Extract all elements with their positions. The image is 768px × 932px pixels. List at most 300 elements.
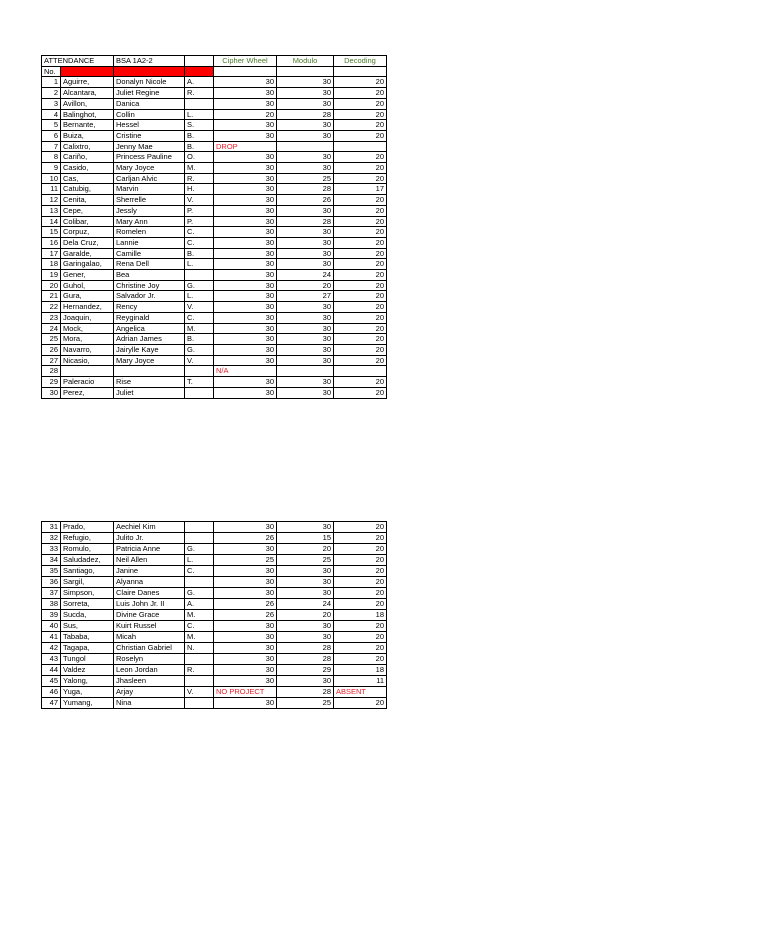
- decoding-score: 20: [334, 270, 387, 281]
- last-name-cell: Aguirre,: [61, 77, 114, 88]
- modulo-score: 28: [277, 654, 334, 665]
- first-name-cell: Reyginald: [114, 312, 185, 323]
- middle-initial-cell: B.: [185, 141, 214, 152]
- middle-initial-cell: [185, 577, 214, 588]
- last-name-cell: Catubig,: [61, 184, 114, 195]
- row-number: 38: [42, 599, 61, 610]
- cipher-wheel-score: 30: [214, 344, 277, 355]
- student-row: [42, 599, 387, 610]
- last-name-cell: Santiago,: [61, 566, 114, 577]
- modulo-score: 30: [277, 163, 334, 174]
- cipher-wheel-score: 30: [214, 195, 277, 206]
- row-number: 33: [42, 544, 61, 555]
- student-row: [42, 77, 387, 88]
- row-number: 20: [42, 280, 61, 291]
- section-label: BSA 1A2-2: [114, 56, 185, 67]
- last-name-cell: Tababa,: [61, 632, 114, 643]
- middle-initial-cell: A.: [185, 77, 214, 88]
- modulo-score: 28: [277, 109, 334, 120]
- row-number: 45: [42, 676, 61, 687]
- first-name-cell: Hessel: [114, 120, 185, 131]
- last-name-cell: [61, 366, 114, 377]
- last-name-cell: Yalong,: [61, 676, 114, 687]
- cipher-wheel-score: 30: [214, 163, 277, 174]
- cipher-wheel-score: 26: [214, 599, 277, 610]
- last-name-cell: Bernante,: [61, 120, 114, 131]
- decoding-score: 20: [334, 77, 387, 88]
- row-number: 17: [42, 248, 61, 259]
- cipher-wheel-score: 30: [214, 98, 277, 109]
- last-name-cell: Cas,: [61, 173, 114, 184]
- middle-initial-cell: [185, 387, 214, 398]
- student-row: [42, 227, 387, 238]
- row-number: 44: [42, 665, 61, 676]
- last-name-cell: Joaquin,: [61, 312, 114, 323]
- cipher-wheel-score: 30: [214, 377, 277, 388]
- decoding-score: 18: [334, 665, 387, 676]
- last-name-cell: Balinghot,: [61, 109, 114, 120]
- modulo-score: 30: [277, 377, 334, 388]
- table-body-1: [42, 56, 387, 399]
- student-row: [42, 237, 387, 248]
- decoding-score: 17: [334, 184, 387, 195]
- first-name-cell: Roselyn: [114, 654, 185, 665]
- middle-initial-cell: V.: [185, 195, 214, 206]
- row-number: 39: [42, 610, 61, 621]
- student-row: [42, 291, 387, 302]
- first-name-cell: Marvin: [114, 184, 185, 195]
- first-name-cell: Lannie: [114, 237, 185, 248]
- cipher-wheel-score: 30: [214, 387, 277, 398]
- middle-initial-cell: T.: [185, 377, 214, 388]
- first-name-cell: Jhasleen: [114, 676, 185, 687]
- student-row: [42, 654, 387, 665]
- last-name-cell: Alcantara,: [61, 88, 114, 99]
- last-name-cell: Sargil,: [61, 577, 114, 588]
- middle-initial-cell: [185, 366, 214, 377]
- modulo-score: 30: [277, 259, 334, 270]
- decoding-header: Decoding: [334, 56, 387, 67]
- row-number: 30: [42, 387, 61, 398]
- middle-initial-cell: M.: [185, 163, 214, 174]
- middle-initial-cell: C.: [185, 566, 214, 577]
- row-number: 12: [42, 195, 61, 206]
- middle-initial-cell: V.: [185, 302, 214, 313]
- student-row: [42, 259, 387, 270]
- first-name-cell: Juliet: [114, 387, 185, 398]
- modulo-score: 30: [277, 98, 334, 109]
- row-number: 19: [42, 270, 61, 281]
- modulo-score: 30: [277, 77, 334, 88]
- attendance-table-page-1: [41, 55, 387, 399]
- last-name-cell: Tungol: [61, 654, 114, 665]
- decoding-score: 20: [334, 130, 387, 141]
- decoding-score: 20: [334, 88, 387, 99]
- middle-initial-cell: [185, 698, 214, 709]
- student-row: [42, 533, 387, 544]
- student-row: [42, 566, 387, 577]
- first-name-cell: Donalyn Nicole: [114, 77, 185, 88]
- modulo-score: 30: [277, 676, 334, 687]
- modulo-score: 30: [277, 248, 334, 259]
- middle-initial-cell: [185, 533, 214, 544]
- modulo-score: 25: [277, 555, 334, 566]
- middle-initial-cell: L.: [185, 555, 214, 566]
- first-name-cell: Sherrelle: [114, 195, 185, 206]
- student-row: [42, 344, 387, 355]
- cipher-wheel-score: 30: [214, 173, 277, 184]
- modulo-score: 20: [277, 544, 334, 555]
- table-body-2: [42, 522, 387, 709]
- empty-header-cell: [277, 66, 334, 77]
- decoding-score: 20: [334, 344, 387, 355]
- first-name-cell: Mary Joyce: [114, 355, 185, 366]
- last-name-cell: Mora,: [61, 334, 114, 345]
- modulo-score: 24: [277, 599, 334, 610]
- student-row: [42, 621, 387, 632]
- first-name-cell: Divine Grace: [114, 610, 185, 621]
- student-row: [42, 643, 387, 654]
- first-name-cell: Angelica: [114, 323, 185, 334]
- modulo-score: 27: [277, 291, 334, 302]
- middle-initial-cell: M.: [185, 323, 214, 334]
- row-number: 23: [42, 312, 61, 323]
- modulo-score: 30: [277, 227, 334, 238]
- modulo-score: 30: [277, 344, 334, 355]
- modulo-score: 24: [277, 270, 334, 281]
- modulo-score: 25: [277, 173, 334, 184]
- modulo-score: 30: [277, 152, 334, 163]
- student-row: [42, 163, 387, 174]
- student-row: [42, 98, 387, 109]
- row-number: 27: [42, 355, 61, 366]
- modulo-score: [277, 366, 334, 377]
- cipher-wheel-score: 30: [214, 355, 277, 366]
- row-number: 43: [42, 654, 61, 665]
- row-number: 25: [42, 334, 61, 345]
- modulo-score: 30: [277, 120, 334, 131]
- student-row: [42, 280, 387, 291]
- middle-initial-cell: R.: [185, 88, 214, 99]
- row-number: 41: [42, 632, 61, 643]
- last-name-cell: Hernandez,: [61, 302, 114, 313]
- cipher-wheel-score: 30: [214, 588, 277, 599]
- student-row: [42, 687, 387, 698]
- modulo-score: 30: [277, 621, 334, 632]
- cipher-wheel-score: 30: [214, 77, 277, 88]
- first-name-cell: Salvador Jr.: [114, 291, 185, 302]
- last-name-cell: Perez,: [61, 387, 114, 398]
- row-number: 46: [42, 687, 61, 698]
- middle-initial-cell: [185, 98, 214, 109]
- cipher-wheel-score: 30: [214, 643, 277, 654]
- modulo-score: 30: [277, 577, 334, 588]
- student-row: [42, 522, 387, 533]
- student-row: [42, 555, 387, 566]
- decoding-score: 20: [334, 599, 387, 610]
- student-row: [42, 141, 387, 152]
- modulo-header: Modulo: [277, 56, 334, 67]
- last-name-cell: Sus,: [61, 621, 114, 632]
- cipher-wheel-score: 30: [214, 88, 277, 99]
- middle-initial-cell: V.: [185, 687, 214, 698]
- decoding-score: 20: [334, 698, 387, 709]
- modulo-score: 30: [277, 355, 334, 366]
- row-number: 21: [42, 291, 61, 302]
- first-name-cell: Camille: [114, 248, 185, 259]
- row-number: 2: [42, 88, 61, 99]
- row-number: 28: [42, 366, 61, 377]
- student-row: [42, 173, 387, 184]
- row-number: 16: [42, 237, 61, 248]
- decoding-note: ABSENT: [334, 687, 387, 698]
- middle-initial-cell: M.: [185, 610, 214, 621]
- student-row: [42, 544, 387, 555]
- first-name-cell: Arjay: [114, 687, 185, 698]
- first-name-cell: Christian Gabriel: [114, 643, 185, 654]
- row-number: 8: [42, 152, 61, 163]
- row-number: 15: [42, 227, 61, 238]
- decoding-score: 20: [334, 387, 387, 398]
- middle-initial-cell: C.: [185, 227, 214, 238]
- last-name-cell: Gura,: [61, 291, 114, 302]
- decoding-score: 20: [334, 248, 387, 259]
- decoding-score: 20: [334, 621, 387, 632]
- modulo-score: 30: [277, 522, 334, 533]
- modulo-score: 30: [277, 566, 334, 577]
- row-number: 4: [42, 109, 61, 120]
- decoding-score: [334, 141, 387, 152]
- last-name-cell: Tagapa,: [61, 643, 114, 654]
- row-number: 18: [42, 259, 61, 270]
- middle-initial-cell: R.: [185, 665, 214, 676]
- last-name-cell: Saludadez,: [61, 555, 114, 566]
- cipher-wheel-score: 30: [214, 323, 277, 334]
- last-name-cell: Colibar,: [61, 216, 114, 227]
- last-name-cell: Sorreta,: [61, 599, 114, 610]
- cipher-wheel-score: 26: [214, 533, 277, 544]
- first-name-cell: Jairylle Kaye: [114, 344, 185, 355]
- last-name-cell: Refugio,: [61, 533, 114, 544]
- row-number: 29: [42, 377, 61, 388]
- decoding-score: 20: [334, 195, 387, 206]
- cipher-wheel-score: 30: [214, 632, 277, 643]
- first-name-cell: Janine: [114, 566, 185, 577]
- header-row-title: [42, 56, 387, 67]
- last-name-cell: Nicasio,: [61, 355, 114, 366]
- middle-initial-cell: O.: [185, 152, 214, 163]
- decoding-score: 20: [334, 205, 387, 216]
- cipher-wheel-score: 30: [214, 698, 277, 709]
- middle-initial-cell: G.: [185, 344, 214, 355]
- first-name-cell: Cristine: [114, 130, 185, 141]
- cipher-wheel-score: 30: [214, 280, 277, 291]
- decoding-score: 20: [334, 577, 387, 588]
- decoding-score: 20: [334, 227, 387, 238]
- middle-initial-cell: G.: [185, 588, 214, 599]
- row-number: 5: [42, 120, 61, 131]
- last-name-cell: Navarro,: [61, 344, 114, 355]
- middle-initial-cell: [185, 676, 214, 687]
- first-name-header: First Name: [114, 66, 185, 77]
- first-name-cell: Luis John Jr. II: [114, 599, 185, 610]
- last-name-cell: Avillon,: [61, 98, 114, 109]
- middle-initial-cell: M.: [185, 632, 214, 643]
- modulo-score: 28: [277, 643, 334, 654]
- modulo-score: 30: [277, 312, 334, 323]
- cipher-wheel-score: 30: [214, 227, 277, 238]
- first-name-cell: Kuirt Russel: [114, 621, 185, 632]
- empty-header-cell: [185, 56, 214, 67]
- decoding-score: 20: [334, 588, 387, 599]
- cipher-wheel-score: 30: [214, 676, 277, 687]
- decoding-score: 20: [334, 643, 387, 654]
- middle-initial-cell: R.: [185, 173, 214, 184]
- cipher-wheel-score: 30: [214, 654, 277, 665]
- modulo-score: 30: [277, 334, 334, 345]
- student-row: [42, 88, 387, 99]
- row-number: 3: [42, 98, 61, 109]
- modulo-score: 30: [277, 632, 334, 643]
- first-name-cell: Princess Pauline: [114, 152, 185, 163]
- student-row: [42, 377, 387, 388]
- decoding-score: 20: [334, 654, 387, 665]
- attendance-label: ATTENDANCE: [42, 56, 114, 67]
- cipher-wheel-note: N/A: [214, 366, 277, 377]
- decoding-score: 20: [334, 323, 387, 334]
- modulo-score: 30: [277, 302, 334, 313]
- first-name-cell: Nina: [114, 698, 185, 709]
- modulo-score: 30: [277, 130, 334, 141]
- middle-initial-cell: P.: [185, 205, 214, 216]
- row-number: 24: [42, 323, 61, 334]
- first-name-cell: [114, 366, 185, 377]
- student-row: [42, 205, 387, 216]
- last-name-cell: Mock,: [61, 323, 114, 334]
- cipher-wheel-score: 30: [214, 120, 277, 131]
- student-row: [42, 334, 387, 345]
- decoding-score: 20: [334, 259, 387, 270]
- modulo-score: 25: [277, 698, 334, 709]
- cipher-wheel-score: 30: [214, 544, 277, 555]
- first-name-cell: Mary Joyce: [114, 163, 185, 174]
- cipher-wheel-score: 30: [214, 237, 277, 248]
- last-name-cell: Simpson,: [61, 588, 114, 599]
- middle-initial-cell: V.: [185, 355, 214, 366]
- cipher-wheel-score: 30: [214, 248, 277, 259]
- modulo-score: 28: [277, 216, 334, 227]
- last-name-cell: Dela Cruz,: [61, 237, 114, 248]
- middle-initial-cell: N.: [185, 643, 214, 654]
- modulo-score: [277, 141, 334, 152]
- first-name-cell: Romelen: [114, 227, 185, 238]
- last-name-cell: Guhol,: [61, 280, 114, 291]
- first-name-cell: Leon Jordan: [114, 665, 185, 676]
- cipher-wheel-score: 30: [214, 312, 277, 323]
- first-name-cell: Juliet Regine: [114, 88, 185, 99]
- mi-header: M: [185, 66, 214, 77]
- last-name-cell: Cariño,: [61, 152, 114, 163]
- decoding-score: 20: [334, 555, 387, 566]
- last-name-cell: Romulo,: [61, 544, 114, 555]
- row-number: 10: [42, 173, 61, 184]
- cipher-wheel-score: 30: [214, 334, 277, 345]
- student-row: [42, 387, 387, 398]
- last-name-cell: Buiza,: [61, 130, 114, 141]
- cipher-wheel-score: 30: [214, 291, 277, 302]
- cipher-wheel-score: 30: [214, 270, 277, 281]
- middle-initial-cell: L.: [185, 291, 214, 302]
- middle-initial-cell: L.: [185, 109, 214, 120]
- first-name-cell: Aechiel Kim: [114, 522, 185, 533]
- empty-header-cell: [334, 66, 387, 77]
- row-number: 26: [42, 344, 61, 355]
- decoding-score: 20: [334, 152, 387, 163]
- first-name-cell: Micah: [114, 632, 185, 643]
- last-name-cell: Sucda,: [61, 610, 114, 621]
- modulo-score: 20: [277, 280, 334, 291]
- modulo-score: 20: [277, 610, 334, 621]
- student-row: [42, 109, 387, 120]
- decoding-score: 20: [334, 120, 387, 131]
- row-number: 14: [42, 216, 61, 227]
- cipher-wheel-header: Cipher Wheel: [214, 56, 277, 67]
- decoding-score: 20: [334, 173, 387, 184]
- middle-initial-cell: B.: [185, 130, 214, 141]
- last-name-cell: Paleracio: [61, 377, 114, 388]
- decoding-score: 20: [334, 312, 387, 323]
- first-name-cell: Rena Dell: [114, 259, 185, 270]
- first-name-cell: Mary Ann: [114, 216, 185, 227]
- first-name-cell: Claire Danes: [114, 588, 185, 599]
- student-row: [42, 312, 387, 323]
- middle-initial-cell: [185, 654, 214, 665]
- empty-header-cell: [214, 66, 277, 77]
- modulo-score: 30: [277, 237, 334, 248]
- student-row: [42, 676, 387, 687]
- first-name-cell: Julito Jr.: [114, 533, 185, 544]
- cipher-wheel-score: 30: [214, 152, 277, 163]
- cipher-wheel-note: DROP: [214, 141, 277, 152]
- decoding-score: 11: [334, 676, 387, 687]
- first-name-cell: Rise: [114, 377, 185, 388]
- row-number: 32: [42, 533, 61, 544]
- decoding-score: 20: [334, 98, 387, 109]
- last-name-cell: Cenita,: [61, 195, 114, 206]
- cipher-wheel-score: 30: [214, 130, 277, 141]
- middle-initial-cell: B.: [185, 248, 214, 259]
- row-number: 37: [42, 588, 61, 599]
- last-name-header: Last Name: [61, 66, 114, 77]
- no-header: No.: [42, 66, 61, 77]
- middle-initial-cell: C.: [185, 621, 214, 632]
- student-row: [42, 610, 387, 621]
- last-name-cell: Corpuz,: [61, 227, 114, 238]
- last-name-cell: Gener,: [61, 270, 114, 281]
- row-number: 13: [42, 205, 61, 216]
- last-name-cell: Prado,: [61, 522, 114, 533]
- cipher-wheel-score: 30: [214, 665, 277, 676]
- last-name-cell: Valdez: [61, 665, 114, 676]
- row-number: 35: [42, 566, 61, 577]
- decoding-score: 20: [334, 377, 387, 388]
- row-number: 40: [42, 621, 61, 632]
- decoding-score: 20: [334, 109, 387, 120]
- cipher-wheel-note: NO PROJECT: [214, 687, 277, 698]
- last-name-cell: Yuga,: [61, 687, 114, 698]
- cipher-wheel-score: 26: [214, 610, 277, 621]
- row-number: 1: [42, 77, 61, 88]
